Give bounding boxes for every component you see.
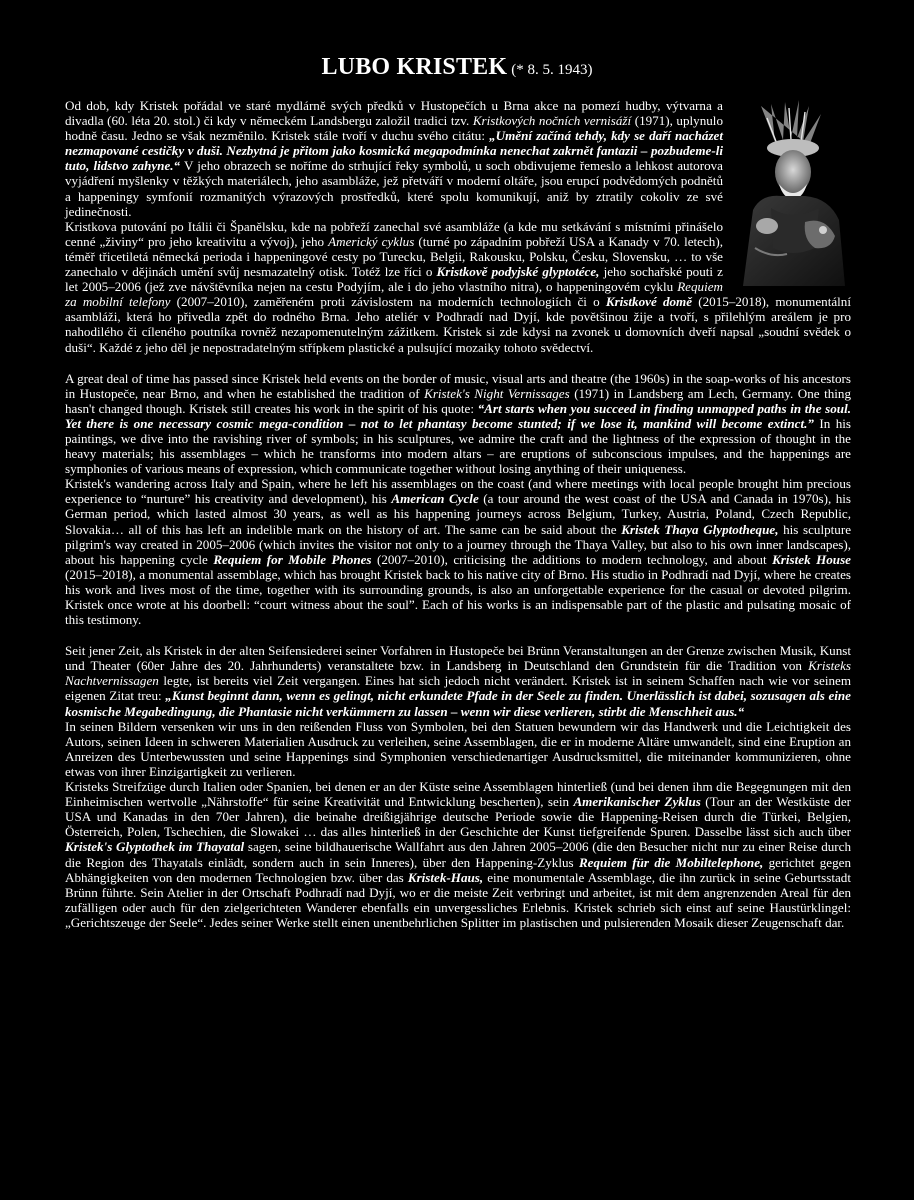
artist-birth-date: (* 8. 5. 1943) — [511, 62, 593, 78]
page-title — [0, 54, 914, 81]
czech-paragraph-2: Kristkova putování po Itálii či Španělsku, kde na pobřeží zanechal své asambláže (a kde mu setkávání s místními přinášelo cenné „živiny“ pro jeho kreativitu a vývoj), jeho Americký cyklus (turné po západním pobřeží USA a Kanady v 70. letech), téměř třicetiletá německá perioda i happeningové cesty po Turecku, Belgii, Rakousku, Polsku, Česku, Slovensku, … to vše zanechalo v dějinách umění svůj nesmazatelný otisk. Totéž lze říci o Kristkově podyjské glyptotéce, jeho sochařské pouti z let 2005–2006 (jež zve návštěvníka nejen na cestu Podyjím, ale i do jeho vlastního nitra), o happeningovém cyklu Requiem za mobilní telefony (2007–2010), zaměřeném proti závislostem na moderních technologiích či o Kristkové domě (2015–2018), monumentální asambláži, která ho přivedla zpět do rodného Brna. Jeho ateliér v Podhradí nad Dyjí, kde povětšinou žije a tvoří, s přilehlým areálem je pro nahodilého či cíleného poutníka rovněž nezapomenutelným zážitkem. Kristek si zde kdysi na zvonek u domovních dveří napsal „soudní svědek o duši“. Každé z jeho děl je nepostradatelným střípkem plastické a pulsující mozaiky tohoto svědectví. — [65, 218, 851, 355]
german-paragraph-3: Kristeks Streifzüge durch Italien oder Spanien, bei denen er an der Küste seine Assemblagen hinterließ (und bei denen ihm die Begegnungen mit den Einheimischen wertvolle „Nährstoffe“ für seine Kreativität und Entwicklung bescherten), sein Amerikanischer Zyklus (Tour an der Westküste der USA und Kanadas in den 70er Jahren), die beinahe dreißigjährige deutsche Periode sowie die Happening-Reisen durch die Türkei, Belgien, Österreich, Polen, Tschechien, die Slowakei … das alles hinterließ in der Geschichte der Kunst tiefgreifende Spuren. Dasselbe lässt sich auch über Kristek's Glyptothek im Thayatal sagen, seine bildhauerische Wallfahrt aus den Jahren 2005–2006 (die den Besucher nicht nur zu einer Reise durch die Region des Thayatals einlädt, sondern auch in sein Inneres), über den Happening-Zyklus Requiem für die Mobiltelephone, gerichtet gegen Abhängigkeiten von den modernen Technologien bzw. über das Kristek-Haus, eine monumentale Assemblage, die ihn zurück in seine Geburtsstadt Brünn führte. Sein Atelier in der Ortschaft Podhradí nad Dyjí, wo er die meiste Zeit verbringt und arbeitet, ist mit dem angrenzenden Areal für den zufälligen oder auch für den zielgerichteten Wanderer ebenfalls ein unvergessliches Erlebnis. Kristek schrieb sich einst auf seine Haustürklingel: „Gerichtszeuge der Seele“. Jedes seiner Werke stellt einen unentbehrlichen Splitter im plastischen und pulsierenden Mosaik dieser Zeugenschaft dar. — [65, 779, 852, 930]
english-paragraph-1: A great deal of time has passed since Kristek held events on the border of music, visual arts and theatre (the 1960s) in the soap-works of his ancestors in Hustopeče, near Brno, and when he established the tradition of Kristek's Night Vernissages (1971) in Landsberg am Lech, Germany. One thing hasn't changed though. Kristek still creates his work in the spirit of his quote: “Art starts when you succeed in finding unmapped paths in the soul. Yet there is one necessary cosmic mega-condition – not to let phantasy become stunted; if we lose it, mankind will become extinct.” In his paintings, we dive into the ravishing river of symbols; in his sculptures, we admire the craft and the lightness of the expression of thought in the heavy materials; his assemblages – which he transforms into modern altars – are eruptions of subconscious impulses, and the happenings are symphonies of various means of expression, which communicate together without losing anything of their uniqueness. — [65, 370, 852, 477]
english-quote: “Art starts when you succeed in finding unmapped paths in the soul. Yet there is one necessary cosmic mega-condition – not to let phantasy become stunted; if we lose it, mankind will become extinct.” — [65, 400, 851, 431]
german-paragraph-1: Seit jener Zeit, als Kristek in der alten Seifensiederei seiner Vorfahren in Hustopeče bei Brünn Veranstaltungen an der Grenze zwischen Musik, Kunst und Theater (60er Jahre des 20. Jahrhunderts) veranstaltete bzw. in Landsberg in Deutschland den Grundstein für die Tradition von Kristeks Nachtvernissagen legte, ist bereits viel Zeit vergangen. Eines hat sich jedoch nicht verändert. Kristek ist in seinem Schaffen nach wie vor seinem eigenen Zitat treu: „Kunst beginnt dann, wenn es gelingt, nicht erkundete Pfade in der Seele zu finden. Unerlässlich ist dabei, sozusagen als eine kosmische Megabedingung, die Phantasie nicht verkümmern zu lassen – wenn wir diese verlieren, stirbt die Menschheit aus.“ — [65, 643, 851, 719]
german-quote: „Kunst beginnt dann, wenn es gelingt, nicht erkundete Pfade in der Seele zu finden. Unerlässlich ist dabei, sozusagen als eine kosmische Megabedingung, die Phantasie nicht verkümmern zu lassen – wenn wir diese verlieren, stirbt die Menschheit aus.“ — [65, 688, 851, 719]
english-paragraph-2: Kristek's wandering across Italy and Spain, where he left his assemblages on the coast (and where meetings with local people brought him precious experience to “nurture” his creativity and development), his American Cycle (a tour around the west coast of the USA and Canada in 1970s), his German period, which lasted almost 30 years, as well as his happening journeys across Belgium, Turkey, Austria, Poland, Czech Republic, Slovakia… all of this has left an indelible mark on the history of art. The same can be said about the Kristek Thaya Glyptotheque, his sculpture pilgrim's way created in 2005–2006 (which invites the visitor not only to a journey through the Thaya Valley, but also to his own inner landscapes), about his happening cycle Requiem for Mobile Phones (2007–2010), criticising the additions to modern technology, and about Kristek House (2015–2018), a monumental assemblage, which has brought Kristek back to his native city of Brno. His studio in Podhradí nad Dyjí, where he creates his work and lives most of the time, together with its surrounding grounds, is also an unforgettable experience for the casual or devoted pilgrim. Kristek once wrote at his doorbell: “court witness about the soul”. Each of his works is an indispensable part of the plastic and pulsating mosaic of this testimony. — [65, 476, 852, 628]
artist-name: LUBO KRISTEK — [321, 54, 508, 80]
german-paragraph-2: In seinen Bildern versenken wir uns in den reißenden Fluss von Symbolen, bei den Statuen bewundern wir das Handwerk und die Leichtigkeit des Autors, seinen Ideen in schweren Materialien Ausdruck zu verleihen, seine Assemblagen, die er in moderne Altäre umwandelt, sind eine Eruption an Anreizen des Unterbewussten und seine Happenings sind Symphonien verschiedenartiger Ausdrucksmittel, die miteinander kommunizieren, ohne etwas von ihrer Einzigartigkeit zu verlieren. — [65, 718, 851, 779]
czech-quote: „Umění začíná tehdy, kdy se daří nacházet nezmapované cestičky v duši. Nezbytná je přitom jako kosmická megapodmínka nenechat zakrnět fantazii – pozbudeme-li tuto, lidstvo zahyne.“ — [65, 128, 723, 174]
artist-portrait-photo — [731, 98, 861, 286]
czech-paragraph-1: Od dob, kdy Kristek pořádal ve staré mydlárně svých předků v Hustopečích u Brna akce na pomezí hudby, výtvarna a divadla (60. léta 20. stol.) či kdy v německém Landsbergu založil tradici tzv. Kristkových nočních vernisáží (1971), uplynulo hodně času. Jedno se však nezměnilo. Kristek stále tvoří v duchu svého citátu: „Umění začíná tehdy, kdy se daří nacházet nezmapované cestičky v duši. Nezbytná je přitom jako kosmická megapodmínka nenechat zakrnět fantazii – pozbudeme-li tuto, lidstvo zahyne.“ V jeho obrazech se noříme do strhující řeky symbolů, u soch obdivujeme řemeslo a lehkost autorova vyjádření myšlenky v těžkých materiálech, jeho asambláže, jež přetváří v moderní oltáře, jsou erupcí podvědomých podnětů a happeningy symfonií rozmanitých výrazových prostředků, které spolu komunikují, aniž by ztratily cokoliv ze své jedinečnosti. — [65, 98, 723, 219]
biography-text — [65, 98, 851, 930]
